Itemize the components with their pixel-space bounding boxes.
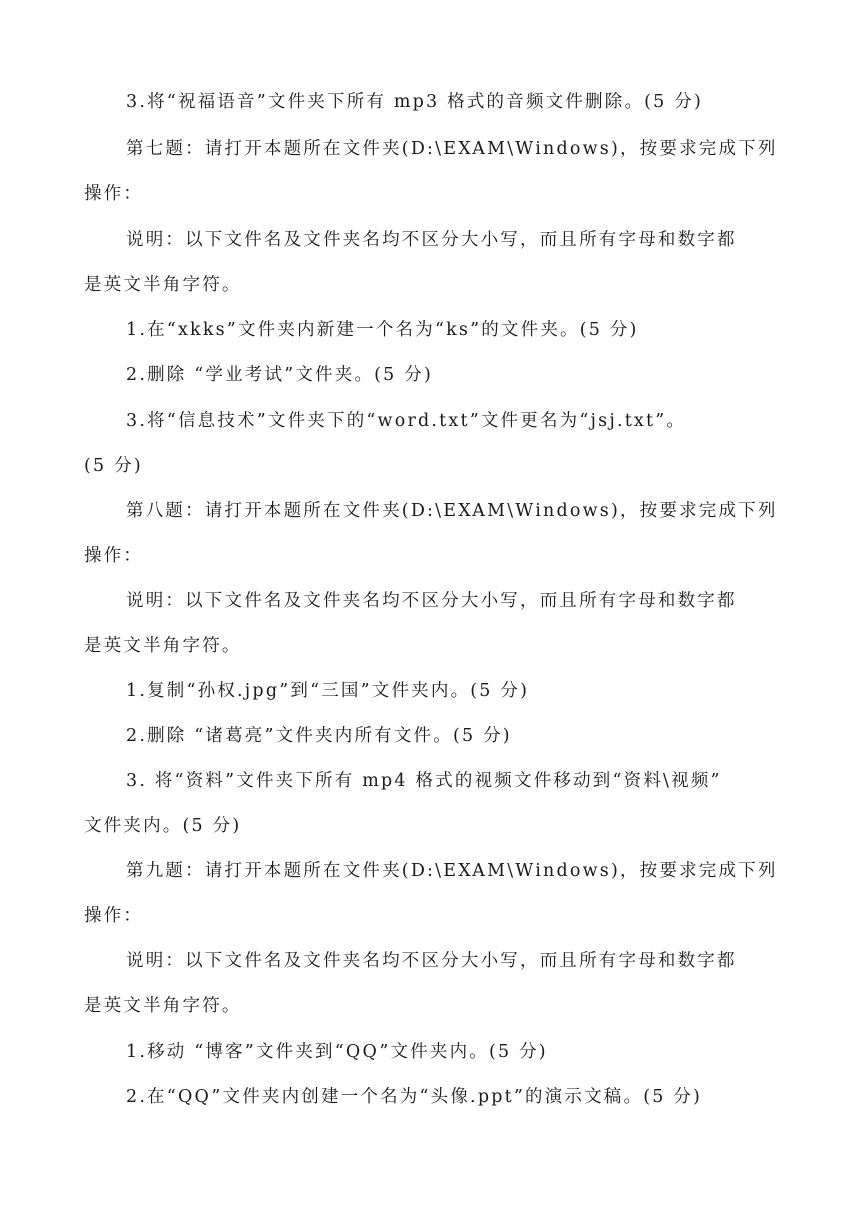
question-8-note: 说明：以下文件名及文件夹名均不区分大小写，而且所有字母和数字都: [126, 591, 737, 611]
question-9-note-cont: 是英文半角字符。: [84, 996, 242, 1016]
question-8-note-cont: 是英文半角字符。: [84, 636, 242, 656]
question-8-item-2: 2.删除 “诸葛亮”文件夹内所有文件。(5 分): [126, 726, 512, 746]
question-9-item-2: 2.在“QQ”文件夹内创建一个名为“头像.ppt”的演示文稿。(5 分): [126, 1087, 703, 1107]
question-8-item-3-cont: 文件夹内。(5 分): [84, 816, 242, 836]
question-7-note-cont: 是英文半角字符。: [84, 275, 242, 295]
question-7-note: 说明：以下文件名及文件夹名均不区分大小写，而且所有字母和数字都: [126, 230, 737, 250]
question-9-item-1: 1.移动 “博客”文件夹到“QQ”文件夹内。(5 分): [126, 1042, 548, 1062]
item-3-delete-mp3: 3.将“祝福语音”文件夹下所有 mp3 格式的音频文件删除。(5 分): [126, 92, 703, 112]
question-8-heading: 第八题：请打开本题所在文件夹(D:\EXAM\Windows)，按要求完成下列: [126, 501, 778, 521]
question-9-heading: 第九题：请打开本题所在文件夹(D:\EXAM\Windows)，按要求完成下列: [126, 861, 778, 881]
question-8-item-3: 3. 将“资料”文件夹下所有 mp4 格式的视频文件移动到“资料\视频”: [126, 771, 722, 791]
question-9-heading-cont: 操作：: [84, 906, 144, 926]
question-7-item-2: 2.删除 “学业考试”文件夹。(5 分): [126, 365, 434, 385]
question-7-item-3: 3.将“信息技术”文件夹下的“word.txt”文件更名为“jsj.txt”。: [126, 411, 687, 431]
question-7-item-1: 1.在“xkks”文件夹内新建一个名为“ks”的文件夹。(5 分): [126, 320, 639, 340]
question-7-item-3-cont: (5 分): [84, 456, 143, 476]
question-9-note: 说明：以下文件名及文件夹名均不区分大小写，而且所有字母和数字都: [126, 951, 737, 971]
question-8-heading-cont: 操作：: [84, 546, 144, 566]
question-7-heading-cont: 操作：: [84, 184, 144, 204]
question-7-heading: 第七题：请打开本题所在文件夹(D:\EXAM\Windows)，按要求完成下列: [126, 139, 778, 159]
question-8-item-1: 1.复制“孙权.jpg”到“三国”文件夹内。(5 分): [126, 681, 530, 701]
